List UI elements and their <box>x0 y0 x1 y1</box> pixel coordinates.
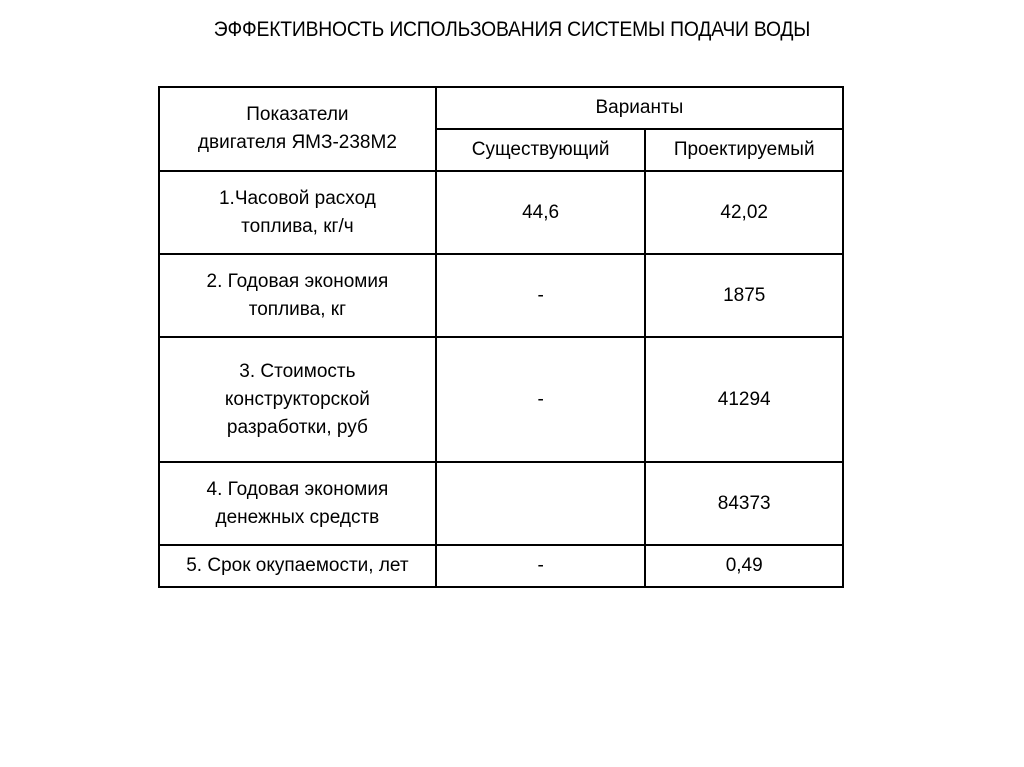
header-projected-cell: Проектируемый <box>645 129 843 171</box>
projected-cell: 42,02 <box>645 171 843 254</box>
header-existing-cell: Существующий <box>436 129 646 171</box>
table-row <box>159 254 843 337</box>
header-row <box>159 87 843 129</box>
header-indicator-cell: Показатели двигателя ЯМЗ-238М2 <box>159 87 436 171</box>
page-title: ЭФФЕКТИВНОСТЬ ИСПОЛЬЗОВАНИЯ СИСТЕМЫ ПОДАЧИ ВОДЫ <box>213 18 811 41</box>
header-variants-cell: Варианты <box>436 87 843 129</box>
existing-cell: - <box>436 545 646 587</box>
indicator-cell: 1.Часовой расход топлива, кг/ч <box>159 171 436 254</box>
projected-cell: 1875 <box>645 254 843 337</box>
indicator-cell: 4. Годовая экономия денежных средств <box>159 462 436 545</box>
table-row <box>159 171 843 254</box>
indicator-cell: 2. Годовая экономия топлива, кг <box>159 254 436 337</box>
table-row <box>159 545 843 587</box>
table-row <box>159 337 843 462</box>
projected-cell: 41294 <box>645 337 843 462</box>
efficiency-table <box>158 86 844 588</box>
projected-cell: 0,49 <box>645 545 843 587</box>
indicator-cell: 5. Срок окупаемости, лет <box>159 545 436 587</box>
indicator-cell: 3. Стоимость конструкторской разработки, руб <box>159 337 436 462</box>
projected-cell: 84373 <box>645 462 843 545</box>
existing-cell: - <box>436 254 646 337</box>
existing-cell: 44,6 <box>436 171 646 254</box>
existing-cell: - <box>436 337 646 462</box>
table-row <box>159 462 843 545</box>
existing-cell <box>436 462 646 545</box>
